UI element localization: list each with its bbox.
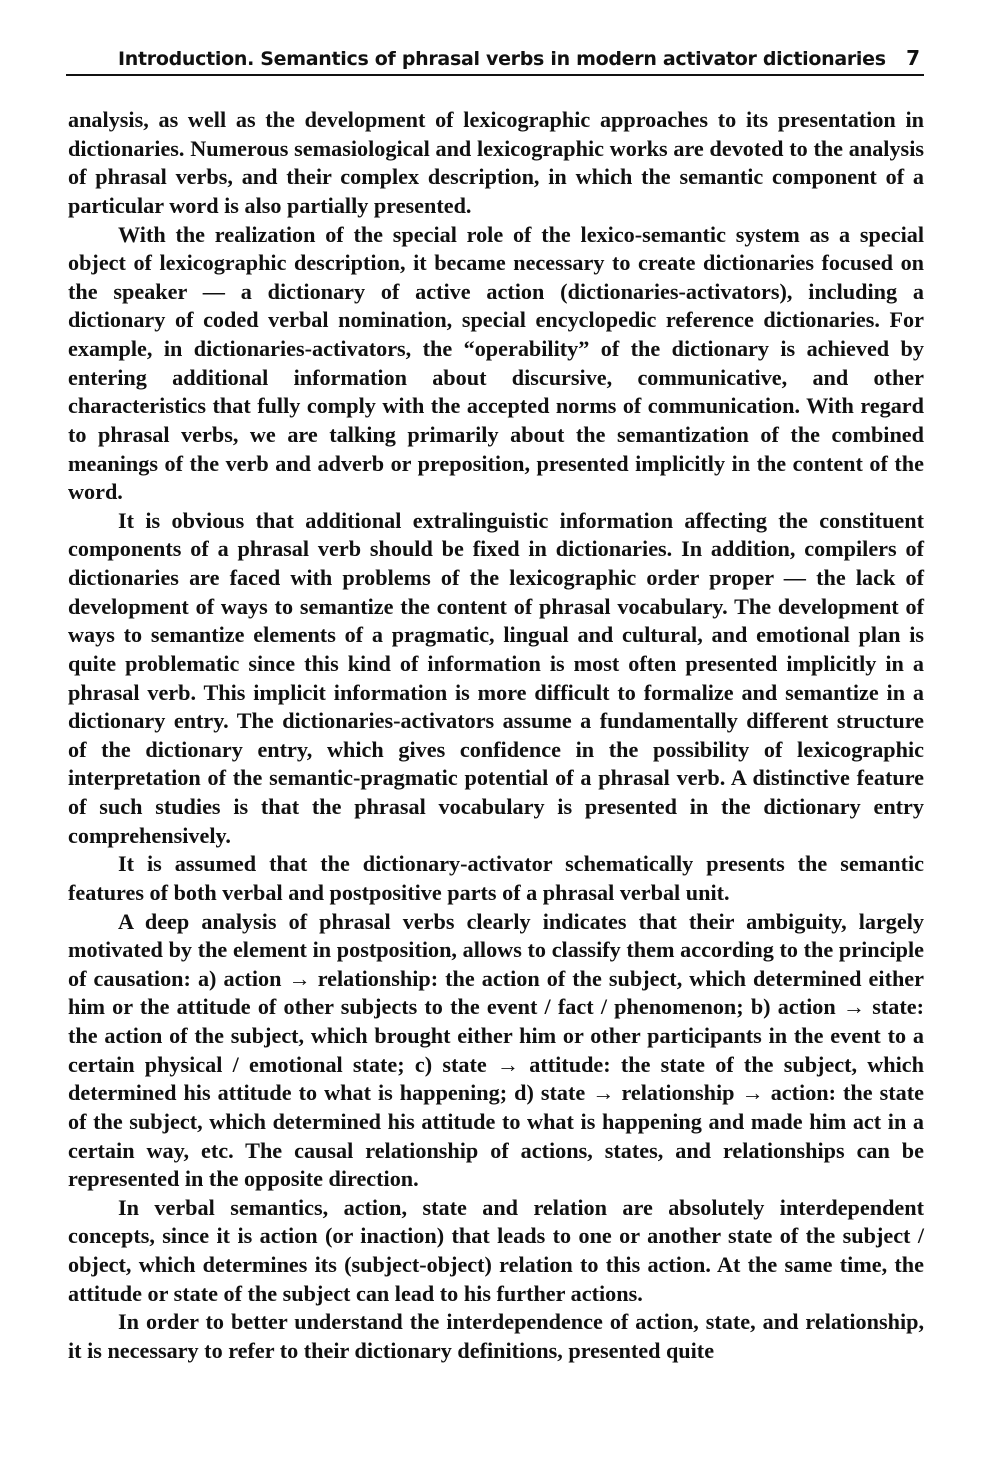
paragraph: It is obvious that additional extralinguistic information affecting the constituent components of a phrasal verb should be fixed in dictionaries. In addition, compilers of dictionaries are faced with problems of the lexicographic order proper — the lack of development of ways to semantize the content of phrasal vocabulary. The development of ways to semantize elements of a pragmatic, lingual and cultural, and emotional plan is quite problematic since this kind of information is most often presented implicitly in a phrasal verb. This implicit information is more difficult to formalize and semantize in a dictionary entry. The dictionaries-activators assume a fundamentally different structure of the dictionary entry, which gives confidence in the possibility of lexicographic interpretation of the semantic-pragmatic potential of a phrasal verb. A distinctive feature of such studies is that the phrasal vocabulary is presented in the dictionary entry comprehensively. xyxy=(68,507,924,848)
body-text xyxy=(68,106,924,1366)
paragraph: In order to better understand the interdependence of action, state, and relationship, it is necessary to refer to their dictionary definitions, presented quite xyxy=(68,1309,924,1363)
running-title: Introduction. Semantics of phrasal verbs in modern activator dictionaries xyxy=(118,48,886,70)
paragraph: It is assumed that the dictionary-activator schematically presents the semantic features of both verbal and postpositive parts of a phrasal verbal unit. xyxy=(68,851,924,905)
running-header xyxy=(66,36,924,76)
page-number: 7 xyxy=(906,46,920,70)
paragraph: With the realization of the special role of the lexico-semantic system as a special object of lexicographic description, it became necessary to create dictionaries focused on the speaker — a dictionary of active action (dictionaries-activators), including a dictionary of coded verbal nomination, special encyclopedic reference dictionaries. For example, in dictionaries-activators, the “operability” of the dictionary is achieved by entering additional information about discursive, communicative, and other characteristics that fully comply with the accepted norms of communication. With regard to phrasal verbs, we are talking primarily about the semantization of the combined meanings of the verb and adverb or preposition, presented implicitly in the content of the word. xyxy=(68,221,924,505)
paragraph: analysis, as well as the development of lexicographic approaches to its presentation in dictionaries. Numerous semasiological and lexicographic works are devoted to the analysis of phrasal verbs, and their complex description, in which the semantic component of a particular word is also partially presented. xyxy=(68,107,924,218)
paragraph: A deep analysis of phrasal verbs clearly indicates that their ambiguity, largely motivated by the element in postposition, allows to classify them according to the principle of causation: a) action → relationship: the action of the subject, which determined either him or the attitude of other subjects to the event / fact / phenomenon; b) action → state: the action of the subject, which brought either him or other participants in the event to a certain physical / emotional state; c) state → attitude: the state of the subject, which determined his attitude to what is happening; d) state → relationship → action: the state of the subject, which determined his attitude to what is happening and made him act in a certain way, etc. The causal relationship of actions, states, and relationships can be represented in the opposite direction. xyxy=(68,908,924,1192)
paragraph: In verbal semantics, action, state and relation are absolutely interdependent concepts, since it is action (or inaction) that leads to one or another state of the subject / object, which determines its (subject-object) relation to this action. At the same time, the attitude or state of the subject can lead to his further actions. xyxy=(68,1194,924,1306)
